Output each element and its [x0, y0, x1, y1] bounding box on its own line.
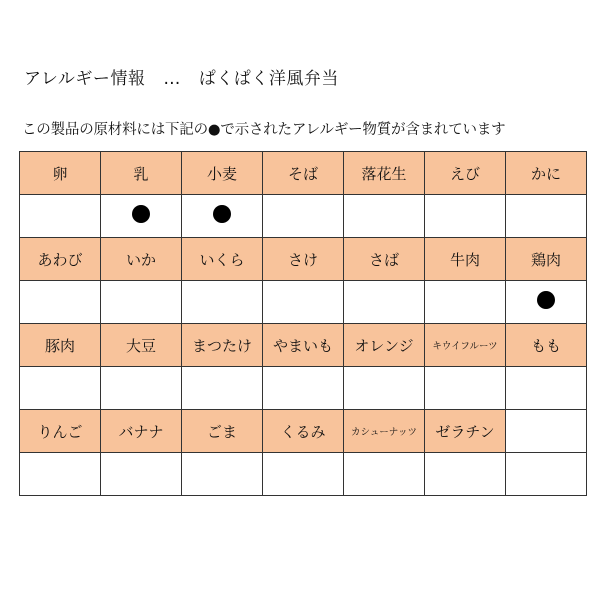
mark-cell: [425, 195, 506, 238]
mark-cell: [101, 367, 182, 410]
allergen-name-cell: 落花生: [344, 152, 425, 195]
product-name: ぱくぱく洋風弁当: [198, 69, 339, 89]
mark-cell: [506, 367, 587, 410]
allergen-name-row: [20, 238, 587, 281]
allergen-name-row: [20, 324, 587, 367]
allergen-name-cell: えび: [425, 152, 506, 195]
mark-cell: [425, 453, 506, 496]
mark-cell: [20, 367, 101, 410]
allergen-name-cell: いか: [101, 238, 182, 281]
title-label: アレルギー情報: [24, 69, 146, 89]
allergen-name-cell: バナナ: [101, 410, 182, 453]
allergen-mark-row: [20, 453, 587, 496]
mark-cell: [263, 281, 344, 324]
contains-marker-icon: [213, 205, 231, 223]
mark-cell: [425, 367, 506, 410]
allergen-name-cell: かに: [506, 152, 587, 195]
mark-cell: [182, 195, 263, 238]
allergen-name-cell: オレンジ: [344, 324, 425, 367]
allergen-notice: [22, 118, 505, 139]
allergen-name-cell: いくら: [182, 238, 263, 281]
mark-cell: [344, 453, 425, 496]
notice-mark: ●: [207, 122, 221, 138]
allergen-table: [19, 151, 587, 496]
allergen-name-row: [20, 152, 587, 195]
allergen-name-cell: さば: [344, 238, 425, 281]
allergen-name-cell: キウイフルーツ: [425, 324, 506, 367]
mark-cell: [101, 195, 182, 238]
allergen-name-cell: ゼラチン: [425, 410, 506, 453]
allergen-mark-row: [20, 367, 587, 410]
mark-cell: [182, 281, 263, 324]
contains-marker-icon: [132, 205, 150, 223]
allergen-mark-row: [20, 281, 587, 324]
allergen-name-cell: 鶏肉: [506, 238, 587, 281]
allergen-mark-row: [20, 195, 587, 238]
allergen-name-row: [20, 410, 587, 453]
allergen-name-cell: りんご: [20, 410, 101, 453]
allergen-name-cell: さけ: [263, 238, 344, 281]
notice-text-before: この製品の原材料には下記の: [22, 122, 208, 138]
mark-cell: [182, 367, 263, 410]
mark-cell: [425, 281, 506, 324]
mark-cell: [182, 453, 263, 496]
empty-cell: [506, 410, 587, 453]
mark-cell: [344, 195, 425, 238]
mark-cell: [506, 453, 587, 496]
allergen-name-cell: まつたけ: [182, 324, 263, 367]
allergen-name-cell: 乳: [101, 152, 182, 195]
mark-cell: [20, 453, 101, 496]
notice-text-after: で示されたアレルギー物質が含まれています: [220, 122, 506, 138]
mark-cell: [506, 281, 587, 324]
mark-cell: [344, 281, 425, 324]
allergen-name-cell: 豚肉: [20, 324, 101, 367]
mark-cell: [101, 281, 182, 324]
allergen-name-cell: くるみ: [263, 410, 344, 453]
allergen-name-cell: 卵: [20, 152, 101, 195]
allergen-name-cell: カシューナッツ: [344, 410, 425, 453]
mark-cell: [263, 367, 344, 410]
mark-cell: [20, 195, 101, 238]
mark-cell: [263, 195, 344, 238]
page-title: [24, 64, 339, 89]
mark-cell: [101, 453, 182, 496]
mark-cell: [344, 367, 425, 410]
allergen-name-cell: 大豆: [101, 324, 182, 367]
allergen-name-cell: あわび: [20, 238, 101, 281]
allergen-name-cell: 牛肉: [425, 238, 506, 281]
mark-cell: [263, 453, 344, 496]
mark-cell: [20, 281, 101, 324]
allergen-name-cell: 小麦: [182, 152, 263, 195]
allergen-name-cell: ごま: [182, 410, 263, 453]
allergen-name-cell: もも: [506, 324, 587, 367]
allergen-name-cell: そば: [263, 152, 344, 195]
contains-marker-icon: [537, 291, 555, 309]
allergen-name-cell: やまいも: [263, 324, 344, 367]
mark-cell: [506, 195, 587, 238]
title-ellipsis: …: [163, 69, 181, 89]
